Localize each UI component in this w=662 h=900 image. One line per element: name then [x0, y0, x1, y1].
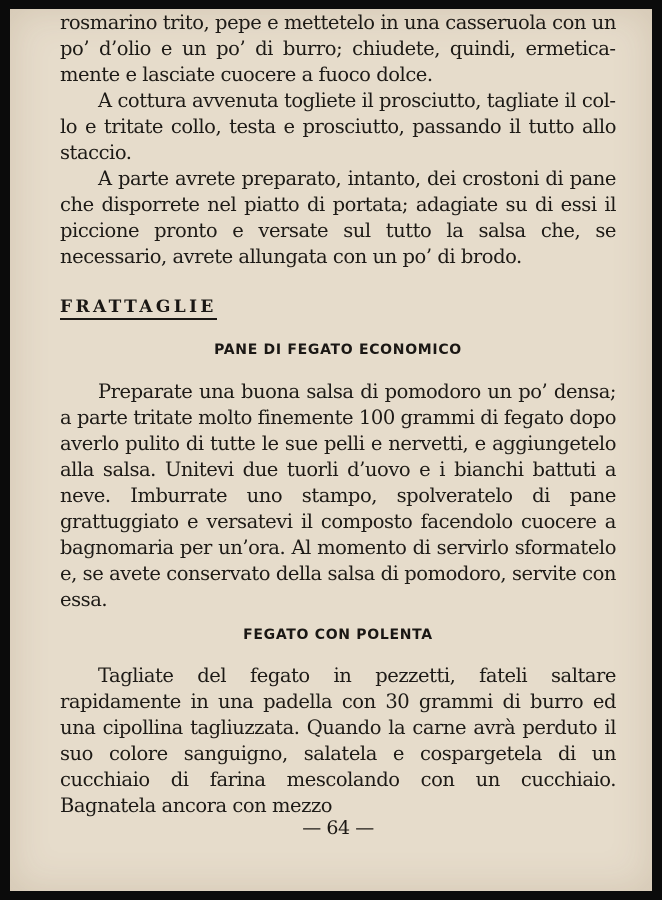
paragraph-crostoni: A parte avrete preparato, intanto, dei crostoni di pane che disporrete nel piatto di portata; adagiate su di essi il piccione pronto e versate sul tutto la salsa che, se necessario, avrete allungata con un po’ di brodo. [60, 167, 616, 268]
recipe-body-fegato-con-polenta: Tagliate del fegato in pezzetti, fateli saltare rapidamente in una padella con 30 grammi di burro ed una cipollina tagliuzzata. Quando la carne avrà perduto il suo colore sanguigno, salatela e cospargetela di un cucchiaio di farina mescolando con un cucchiaio. Bagnatela ancora con mezzo [60, 664, 616, 817]
recipe-title-fegato-con-polenta: FEGATO CON POLENTA [243, 627, 433, 643]
recipe-title-pane-di-fegato: PANE DI FEGATO ECONOMICO [214, 342, 462, 358]
page-number: — 64 — [302, 817, 374, 839]
continued-paragraph: rosmarino trito, pepe e mettetelo in una casseruola con un po’ d’olio e un po’ di burro; chiudete, quindi, ermeticamente e lasciate cuocere a fuoco dolce. [60, 11, 616, 86]
paragraph-cottura: A cottura avvenuta togliete il prosciutto, tagliate il collo e tritate collo, testa e prosciutto, passando il tutto allo staccio. [60, 89, 616, 164]
book-page [10, 9, 652, 891]
section-title: FRATTAGLIE [60, 297, 217, 320]
recipe-body-pane-di-fegato: Preparate una buona salsa di pomodoro un po’ densa; a parte tritate molto finemente 100 grammi di fegato dopo averlo pulito di tutte le sue pelli e nervetti, e aggiungetelo alla salsa. Unitevi due tuorli d’uovo e i bianchi battuti a neve. Imburrate uno stampo, spolveratelo di pane grattuggiato e versatevi il composto facendolo cuocere a bagnomaria per un’ora. Al momento di servirlo sformatelo e, se avete conservato della salsa di pomodoro, servite con essa. [60, 380, 616, 611]
